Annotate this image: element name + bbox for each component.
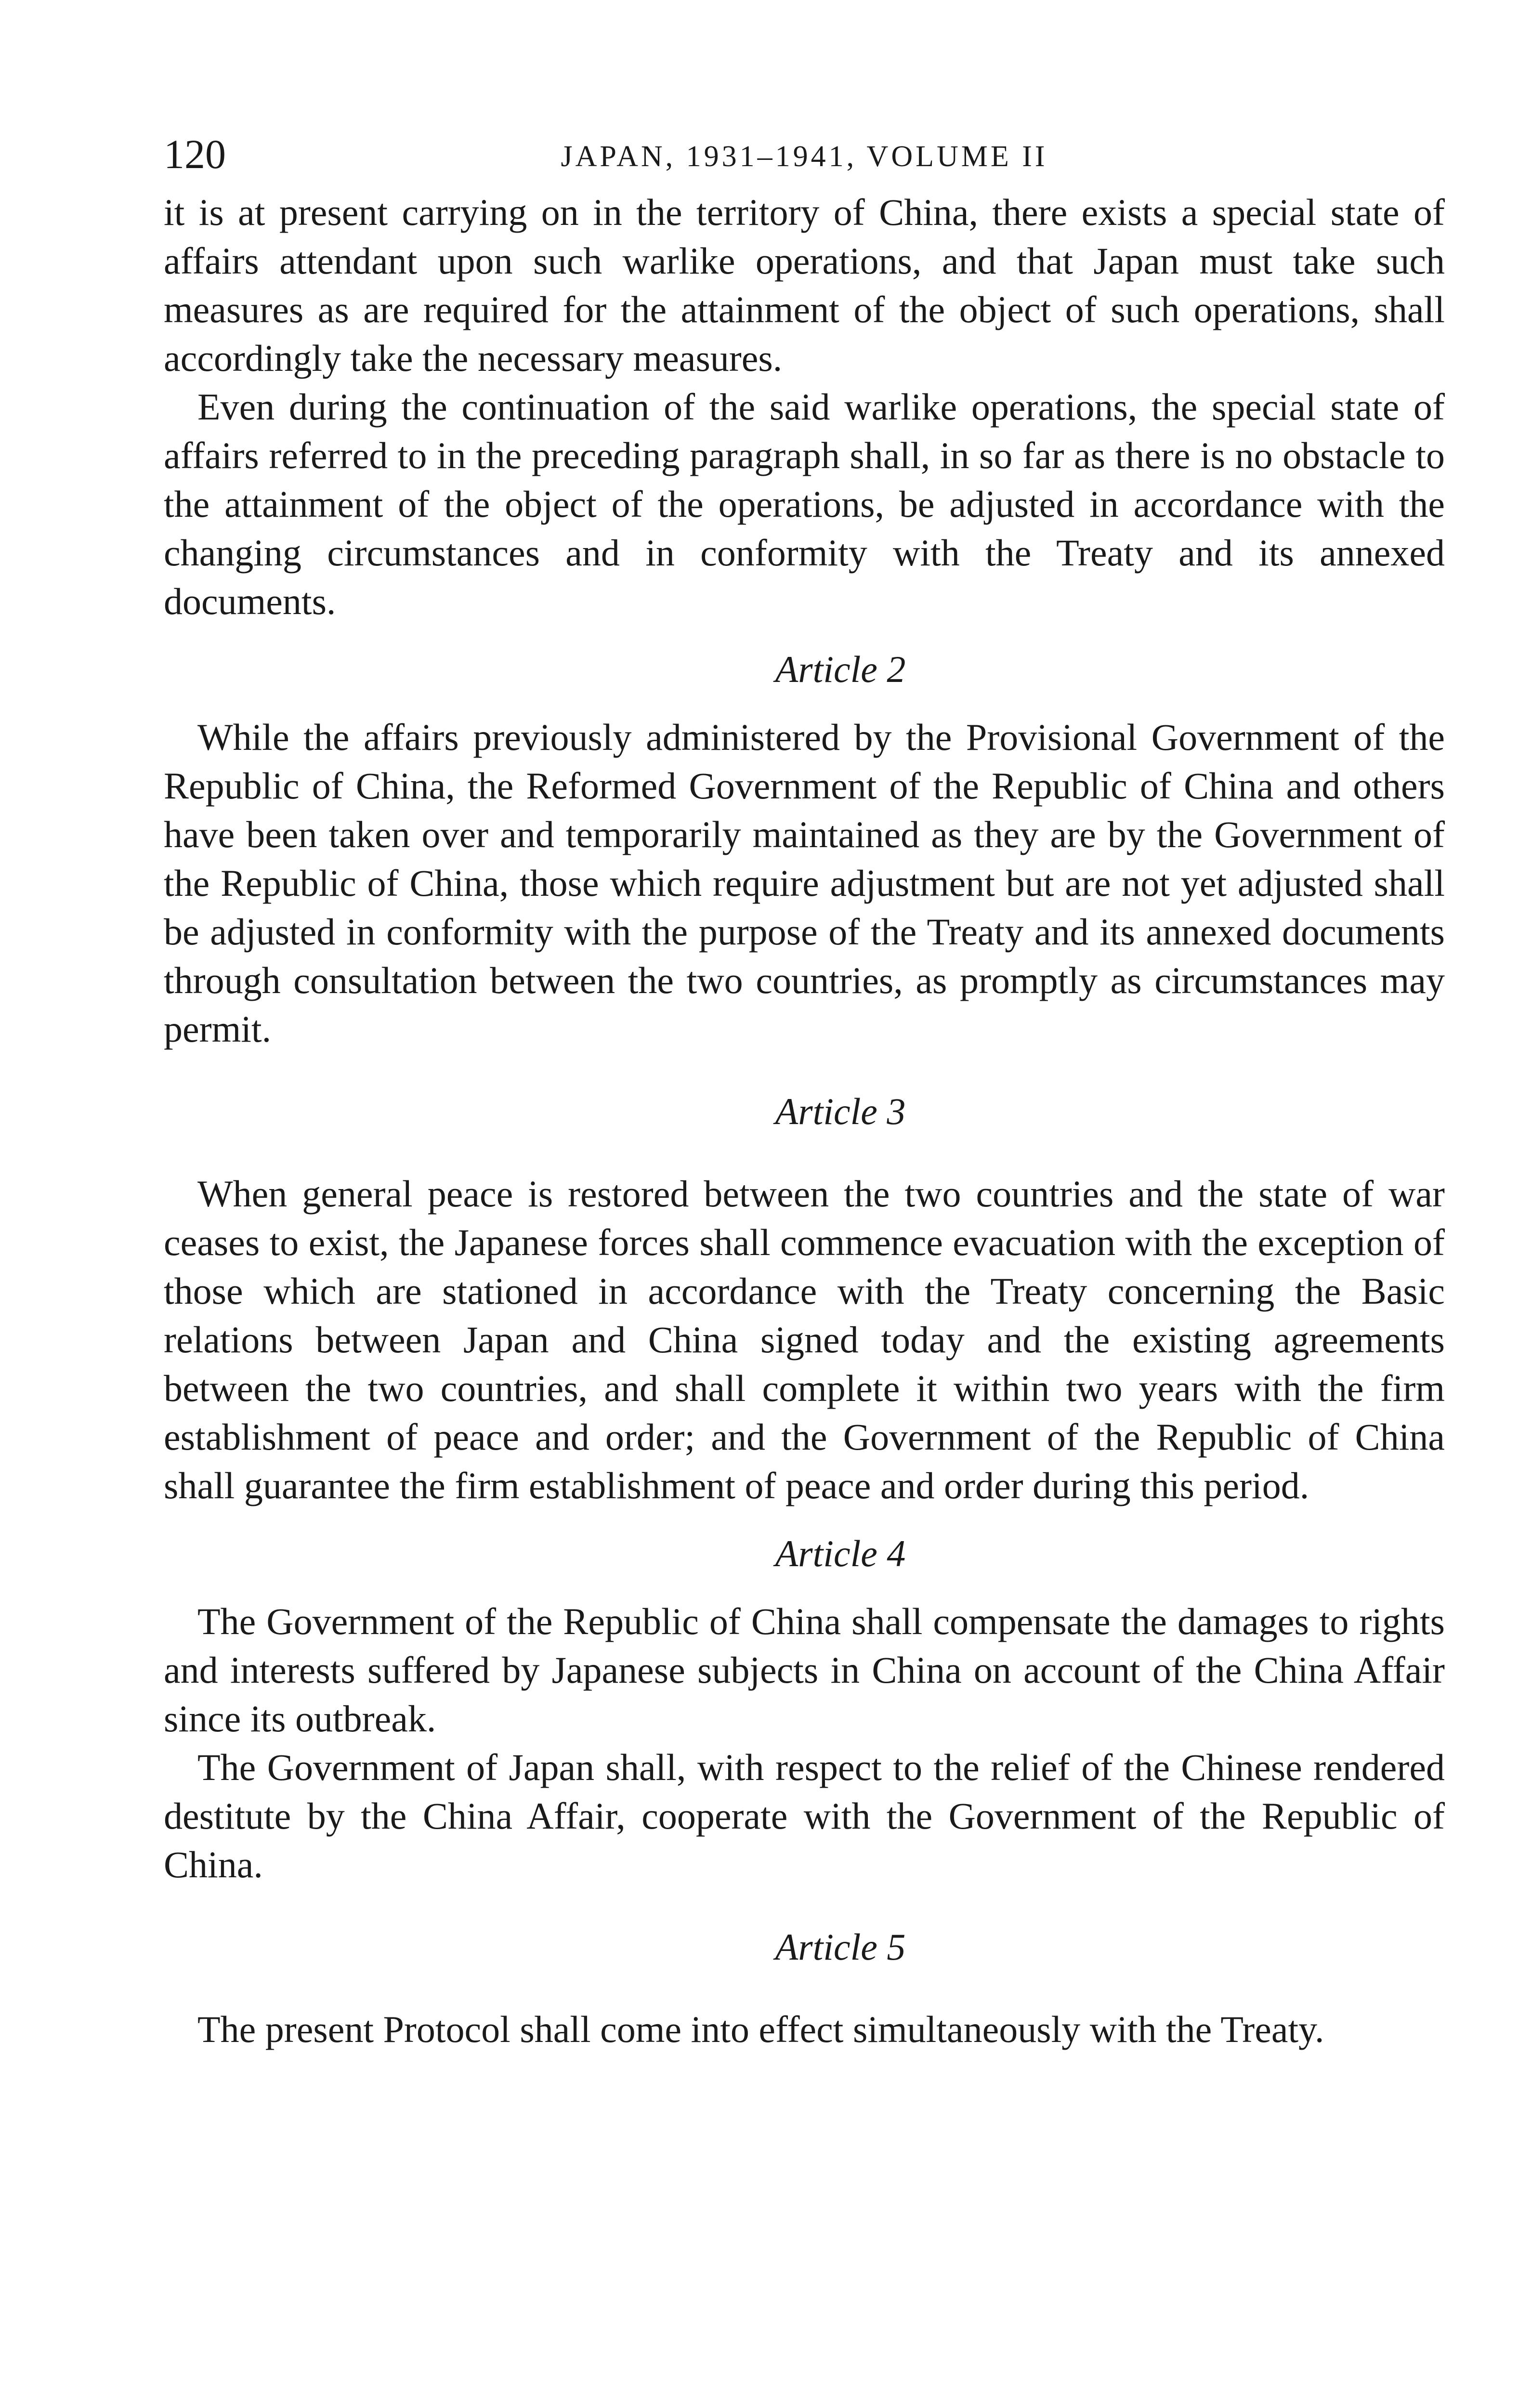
page-number: 120 xyxy=(164,131,226,177)
article-3-heading: Article 3 xyxy=(775,1090,906,1132)
paragraph-article4-first: The Government of the Republic of China shall compensate the damages to rights and interests suffered by Japanese subjects in China on account of the China Affair since its outbreak. xyxy=(164,1600,1445,1740)
paragraph-article1-second: Even during the continuation of the said warlike operations, the special state of affairs referred to in the preceding paragraph shall, in so far as there is no obstacle to the attainment of the object of the operations, be adjusted in accordance with the changing circumstances and in conformity with the Treaty and its annexed documents. xyxy=(164,386,1445,622)
article-5-heading: Article 5 xyxy=(775,1926,906,1968)
article-4-heading: Article 4 xyxy=(775,1532,906,1574)
paragraph-article4-second: The Government of Japan shall, with respect to the relief of the Chinese rendered destitute by the China Affair, cooperate with the Government of the Republic of China. xyxy=(164,1746,1445,1885)
page-header xyxy=(164,130,1445,188)
paragraph-article5: The present Protocol shall come into effect simultaneously with the Treaty. xyxy=(197,2008,1324,2050)
paragraph-continuation: it is at present carrying on in the territory of China, there exists a special state of affairs attendant upon such warlike operations, and that Japan must take such measures as are required for the attainment of the object of such operations, shall accordingly take the necessary measures. xyxy=(164,191,1445,379)
running-head: JAPAN, 1931–1941, VOLUME II xyxy=(561,140,1048,173)
paragraph-article2: While the affairs previously administered by the Provisional Government of the Republic of China, the Reformed Government of the Republic of China and others have been taken over and temporarily maintained as they are by the Government of the Republic of China, those which require adjustment but are not yet adjusted shall be adjusted in conformity with the purpose of the Treaty and its annexed documents through consultation between the two countries, as promptly as circumstances may permit. xyxy=(164,716,1445,1050)
document-page xyxy=(164,130,1445,2054)
article-2-heading: Article 2 xyxy=(775,648,906,690)
paragraph-article3: When general peace is restored between the two countries and the state of war ceases to exist, the Japanese forces shall commence evacuation with the exception of those which are stationed in accordance with the Treaty concerning the Basic relations between Japan and China signed today and the existing agreements between the two countries, and shall complete it within two years with the firm establishment of peace and order; and the Government of the Republic of China shall guarantee the firm establishment of peace and order during this period. xyxy=(164,1173,1445,1506)
